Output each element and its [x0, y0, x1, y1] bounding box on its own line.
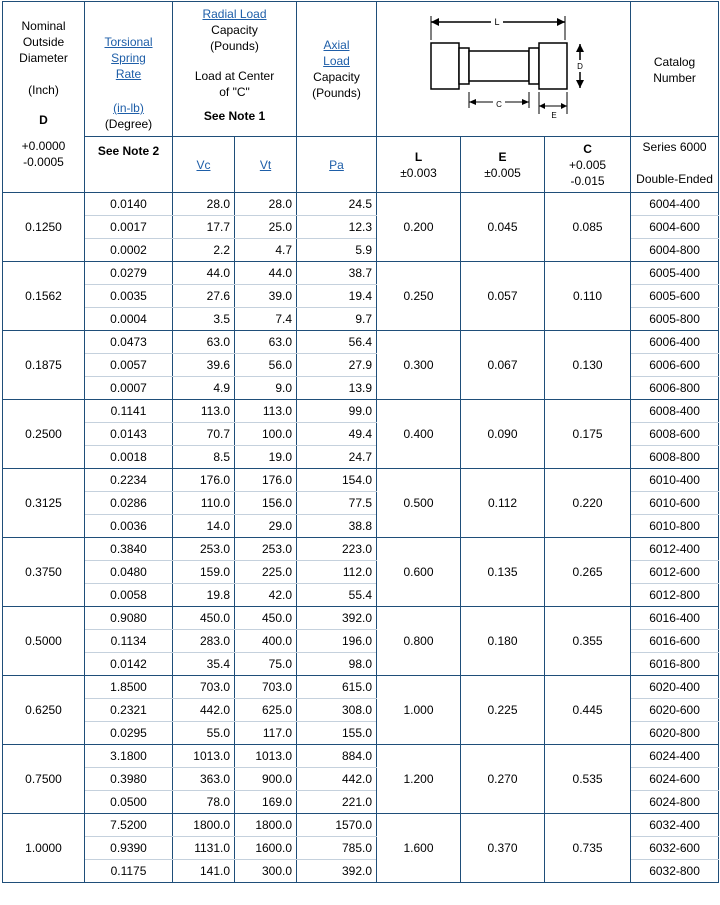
table-row — [3, 469, 719, 492]
vt-cell: 44.0 — [235, 262, 297, 285]
vt-cell: 176.0 — [235, 469, 297, 492]
data-body — [3, 193, 719, 883]
catalog-number-cell: 6016-400 — [631, 607, 719, 630]
vt-cell: 100.0 — [235, 423, 297, 446]
catalog-number-cell: 6010-600 — [631, 492, 719, 515]
torsional-link[interactable]: Torsional — [104, 35, 153, 49]
pa-cell: 615.0 — [297, 676, 377, 699]
diameter-cell: 0.5000 — [3, 607, 85, 676]
c-cell: 0.535 — [545, 745, 631, 814]
length-cell: 1.200 — [377, 745, 461, 814]
spring-rate-cell: 0.9390 — [85, 837, 173, 860]
vt-cell: 625.0 — [235, 699, 297, 722]
vc-cell: 1131.0 — [173, 837, 235, 860]
spring-rate-cell: 0.0058 — [85, 584, 173, 607]
in-lb-link[interactable]: (in-lb) — [113, 101, 144, 115]
vt-cell: 42.0 — [235, 584, 297, 607]
c-cell: 0.445 — [545, 676, 631, 745]
pa-link[interactable]: Pa — [329, 157, 344, 172]
spring-rate-cell: 0.9080 — [85, 607, 173, 630]
spring-rate-cell: 0.1141 — [85, 400, 173, 423]
vc-cell: 39.6 — [173, 354, 235, 377]
spring-rate-cell: 0.0057 — [85, 354, 173, 377]
spring-rate-cell: 0.0143 — [85, 423, 173, 446]
header-series: Series 6000 Double-Ended — [631, 137, 719, 193]
pa-cell: 38.8 — [297, 515, 377, 538]
table-row — [3, 814, 719, 837]
diameter-cell: 0.2500 — [3, 400, 85, 469]
diameter-cell: 0.6250 — [3, 676, 85, 745]
vc-cell: 1013.0 — [173, 745, 235, 768]
vc-cell: 363.0 — [173, 768, 235, 791]
e-cell: 0.135 — [461, 538, 545, 607]
spring-rate-cell: 0.0035 — [85, 285, 173, 308]
vt-cell: 113.0 — [235, 400, 297, 423]
pa-cell: 27.9 — [297, 354, 377, 377]
bearing-diagram-svg — [379, 4, 629, 134]
catalog-number-cell: 6012-800 — [631, 584, 719, 607]
vt-cell: 1800.0 — [235, 814, 297, 837]
vt-cell: 9.0 — [235, 377, 297, 400]
header-vt — [235, 137, 297, 193]
length-cell: 0.800 — [377, 607, 461, 676]
catalog-number-cell: 6004-600 — [631, 216, 719, 239]
vt-cell: 7.4 — [235, 308, 297, 331]
catalog-number-cell: 6005-800 — [631, 308, 719, 331]
header-vc — [173, 137, 235, 193]
c-cell: 0.220 — [545, 469, 631, 538]
vt-cell: 169.0 — [235, 791, 297, 814]
e-cell: 0.180 — [461, 607, 545, 676]
pa-cell: 442.0 — [297, 768, 377, 791]
header-axial: Axial Load Capacity (Pounds) — [297, 2, 377, 137]
vc-cell: 17.7 — [173, 216, 235, 239]
vt-cell: 19.0 — [235, 446, 297, 469]
diagram-label-d: D — [576, 62, 583, 71]
length-cell: 0.600 — [377, 538, 461, 607]
vt-cell: 63.0 — [235, 331, 297, 354]
spring-rate-cell: 0.0002 — [85, 239, 173, 262]
spring-rate-cell: 0.0140 — [85, 193, 173, 216]
vc-cell: 1800.0 — [173, 814, 235, 837]
catalog-number-cell: 6008-400 — [631, 400, 719, 423]
spring-rate-cell: 0.0036 — [85, 515, 173, 538]
length-cell: 0.200 — [377, 193, 461, 262]
header-e: E ±0.005 — [461, 137, 545, 193]
vc-cell: 141.0 — [173, 860, 235, 883]
length-cell: 1.600 — [377, 814, 461, 883]
vt-cell: 75.0 — [235, 653, 297, 676]
vt-cell: 225.0 — [235, 561, 297, 584]
vc-cell: 110.0 — [173, 492, 235, 515]
pa-cell: 19.4 — [297, 285, 377, 308]
vt-cell: 1600.0 — [235, 837, 297, 860]
catalog-number-cell: 6024-800 — [631, 791, 719, 814]
vt-cell: 117.0 — [235, 722, 297, 745]
length-cell: 0.250 — [377, 262, 461, 331]
vt-cell: 156.0 — [235, 492, 297, 515]
diagram-label-l: L — [494, 17, 500, 27]
vt-cell: 900.0 — [235, 768, 297, 791]
pa-cell: 392.0 — [297, 860, 377, 883]
vc-cell: 2.2 — [173, 239, 235, 262]
bearing-spec-table — [2, 1, 719, 883]
pa-cell: 221.0 — [297, 791, 377, 814]
vt-cell: 300.0 — [235, 860, 297, 883]
vc-cell: 63.0 — [173, 331, 235, 354]
spring-rate-cell: 0.0500 — [85, 791, 173, 814]
catalog-number-cell: 6006-800 — [631, 377, 719, 400]
e-cell: 0.112 — [461, 469, 545, 538]
catalog-number-cell: 6008-600 — [631, 423, 719, 446]
catalog-number-cell: 6006-600 — [631, 354, 719, 377]
spring-rate-cell: 0.1175 — [85, 860, 173, 883]
c-cell: 0.265 — [545, 538, 631, 607]
catalog-number-cell: 6006-400 — [631, 331, 719, 354]
vc-cell: 4.9 — [173, 377, 235, 400]
pa-cell: 223.0 — [297, 538, 377, 561]
bearing-diagram — [377, 2, 631, 137]
length-cell: 0.400 — [377, 400, 461, 469]
vc-cell: 703.0 — [173, 676, 235, 699]
catalog-number-cell: 6024-400 — [631, 745, 719, 768]
vc-cell: 78.0 — [173, 791, 235, 814]
diameter-cell: 0.7500 — [3, 745, 85, 814]
e-cell: 0.225 — [461, 676, 545, 745]
pa-cell: 392.0 — [297, 607, 377, 630]
spring-rate-cell: 0.0473 — [85, 331, 173, 354]
table-row — [3, 193, 719, 216]
vc-cell: 3.5 — [173, 308, 235, 331]
table-row — [3, 538, 719, 561]
vt-cell: 56.0 — [235, 354, 297, 377]
table-row — [3, 262, 719, 285]
pa-cell: 13.9 — [297, 377, 377, 400]
table-row — [3, 607, 719, 630]
header-diameter: Nominal Outside Diameter (Inch) D +0.0000 -0.0005 — [3, 2, 85, 193]
vc-cell: 442.0 — [173, 699, 235, 722]
table-row — [3, 676, 719, 699]
vc-cell: 14.0 — [173, 515, 235, 538]
catalog-number-cell: 6020-800 — [631, 722, 719, 745]
vc-cell: 253.0 — [173, 538, 235, 561]
pa-cell: 785.0 — [297, 837, 377, 860]
vt-cell: 1013.0 — [235, 745, 297, 768]
spring-rate-cell: 7.5200 — [85, 814, 173, 837]
spring-rate-cell: 0.0286 — [85, 492, 173, 515]
diagram-label-e: E — [550, 111, 557, 120]
catalog-number-cell: 6016-800 — [631, 653, 719, 676]
spring-rate-cell: 0.0018 — [85, 446, 173, 469]
c-cell: 0.130 — [545, 331, 631, 400]
e-cell: 0.057 — [461, 262, 545, 331]
pa-cell: 49.4 — [297, 423, 377, 446]
c-cell: 0.735 — [545, 814, 631, 883]
vt-cell: 253.0 — [235, 538, 297, 561]
vt-cell: 450.0 — [235, 607, 297, 630]
table-row — [3, 331, 719, 354]
length-cell: 0.500 — [377, 469, 461, 538]
spring-rate-cell: 0.0295 — [85, 722, 173, 745]
pa-cell: 196.0 — [297, 630, 377, 653]
catalog-number-cell: 6010-800 — [631, 515, 719, 538]
pa-cell: 5.9 — [297, 239, 377, 262]
e-cell: 0.067 — [461, 331, 545, 400]
vt-cell: 400.0 — [235, 630, 297, 653]
diameter-cell: 0.3750 — [3, 538, 85, 607]
vc-cell: 70.7 — [173, 423, 235, 446]
diameter-cell: 0.1562 — [3, 262, 85, 331]
e-cell: 0.370 — [461, 814, 545, 883]
vt-link[interactable]: Vt — [259, 157, 272, 172]
catalog-number-cell: 6012-600 — [631, 561, 719, 584]
catalog-number-cell: 6016-600 — [631, 630, 719, 653]
spring-rate-cell: 0.1134 — [85, 630, 173, 653]
pa-cell: 24.5 — [297, 193, 377, 216]
vc-cell: 8.5 — [173, 446, 235, 469]
length-cell: 0.300 — [377, 331, 461, 400]
spring-rate-cell: 0.0007 — [85, 377, 173, 400]
pa-cell: 155.0 — [297, 722, 377, 745]
pa-cell: 884.0 — [297, 745, 377, 768]
spring-rate-cell: 3.1800 — [85, 745, 173, 768]
spring-rate-cell: 0.3980 — [85, 768, 173, 791]
vc-cell: 113.0 — [173, 400, 235, 423]
catalog-number-cell: 6020-600 — [631, 699, 719, 722]
vt-cell: 25.0 — [235, 216, 297, 239]
c-cell: 0.355 — [545, 607, 631, 676]
header-radial: Radial Load Capacity (Pounds) Load at Center of "C" See Note 1 — [173, 2, 297, 137]
table-row — [3, 745, 719, 768]
diameter-cell: 0.3125 — [3, 469, 85, 538]
catalog-number-cell: 6004-800 — [631, 239, 719, 262]
spring-rate-cell: 0.2321 — [85, 699, 173, 722]
catalog-number-cell: 6012-400 — [631, 538, 719, 561]
pa-cell: 38.7 — [297, 262, 377, 285]
header-torsional: Torsional Spring Rate (in-lb) (Degree) — [85, 2, 173, 137]
catalog-number-cell: 6010-400 — [631, 469, 719, 492]
diameter-cell: 1.0000 — [3, 814, 85, 883]
vt-cell: 4.7 — [235, 239, 297, 262]
vc-cell: 450.0 — [173, 607, 235, 630]
spring-rate-cell: 0.2234 — [85, 469, 173, 492]
catalog-number-cell: 6032-600 — [631, 837, 719, 860]
pa-cell: 98.0 — [297, 653, 377, 676]
pa-cell: 12.3 — [297, 216, 377, 239]
e-cell: 0.270 — [461, 745, 545, 814]
pa-cell: 154.0 — [297, 469, 377, 492]
torsional-note: See Note 2 — [85, 137, 173, 193]
diameter-cell: 0.1875 — [3, 331, 85, 400]
catalog-number-cell: 6032-400 — [631, 814, 719, 837]
e-cell: 0.045 — [461, 193, 545, 262]
vt-cell: 29.0 — [235, 515, 297, 538]
vc-cell: 28.0 — [173, 193, 235, 216]
spring-rate-cell: 0.3840 — [85, 538, 173, 561]
header-catalog: Catalog Number — [631, 2, 719, 137]
header-l: L ±0.003 — [377, 137, 461, 193]
vt-cell: 703.0 — [235, 676, 297, 699]
length-cell: 1.000 — [377, 676, 461, 745]
vt-cell: 39.0 — [235, 285, 297, 308]
pa-cell: 56.4 — [297, 331, 377, 354]
c-cell: 0.085 — [545, 193, 631, 262]
vt-cell: 28.0 — [235, 193, 297, 216]
vc-cell: 159.0 — [173, 561, 235, 584]
pa-cell: 308.0 — [297, 699, 377, 722]
header-c: C +0.005 -0.015 — [545, 137, 631, 193]
vc-cell: 176.0 — [173, 469, 235, 492]
vc-cell: 27.6 — [173, 285, 235, 308]
spring-rate-cell: 0.0480 — [85, 561, 173, 584]
pa-cell: 55.4 — [297, 584, 377, 607]
diagram-label-c: C — [495, 100, 502, 109]
pa-cell: 77.5 — [297, 492, 377, 515]
table-row — [3, 400, 719, 423]
radial-note: See Note 1 — [203, 109, 266, 123]
spring-rate-cell: 0.0142 — [85, 653, 173, 676]
catalog-number-cell: 6005-600 — [631, 285, 719, 308]
pa-cell: 24.7 — [297, 446, 377, 469]
pa-cell: 1570.0 — [297, 814, 377, 837]
vc-cell: 19.8 — [173, 584, 235, 607]
spring-rate-cell: 1.8500 — [85, 676, 173, 699]
catalog-number-cell: 6008-800 — [631, 446, 719, 469]
vc-cell: 44.0 — [173, 262, 235, 285]
pa-cell: 99.0 — [297, 400, 377, 423]
catalog-number-cell: 6024-600 — [631, 768, 719, 791]
vc-cell: 35.4 — [173, 653, 235, 676]
radial-load-link[interactable]: Radial Load — [202, 7, 267, 21]
diameter-symbol: D — [39, 113, 48, 127]
spring-rate-cell: 0.0017 — [85, 216, 173, 239]
header-pa — [297, 137, 377, 193]
e-cell: 0.090 — [461, 400, 545, 469]
catalog-number-cell: 6004-400 — [631, 193, 719, 216]
c-cell: 0.110 — [545, 262, 631, 331]
catalog-number-cell: 6020-400 — [631, 676, 719, 699]
vc-cell: 283.0 — [173, 630, 235, 653]
axial-load-link[interactable]: Axial — [323, 38, 350, 52]
catalog-number-cell: 6005-400 — [631, 262, 719, 285]
c-cell: 0.175 — [545, 400, 631, 469]
vc-link[interactable]: Vc — [196, 157, 211, 172]
pa-cell: 9.7 — [297, 308, 377, 331]
vc-cell: 55.0 — [173, 722, 235, 745]
spring-rate-cell: 0.0004 — [85, 308, 173, 331]
pa-cell: 112.0 — [297, 561, 377, 584]
spring-rate-cell: 0.0279 — [85, 262, 173, 285]
catalog-number-cell: 6032-800 — [631, 860, 719, 883]
diameter-cell: 0.1250 — [3, 193, 85, 262]
